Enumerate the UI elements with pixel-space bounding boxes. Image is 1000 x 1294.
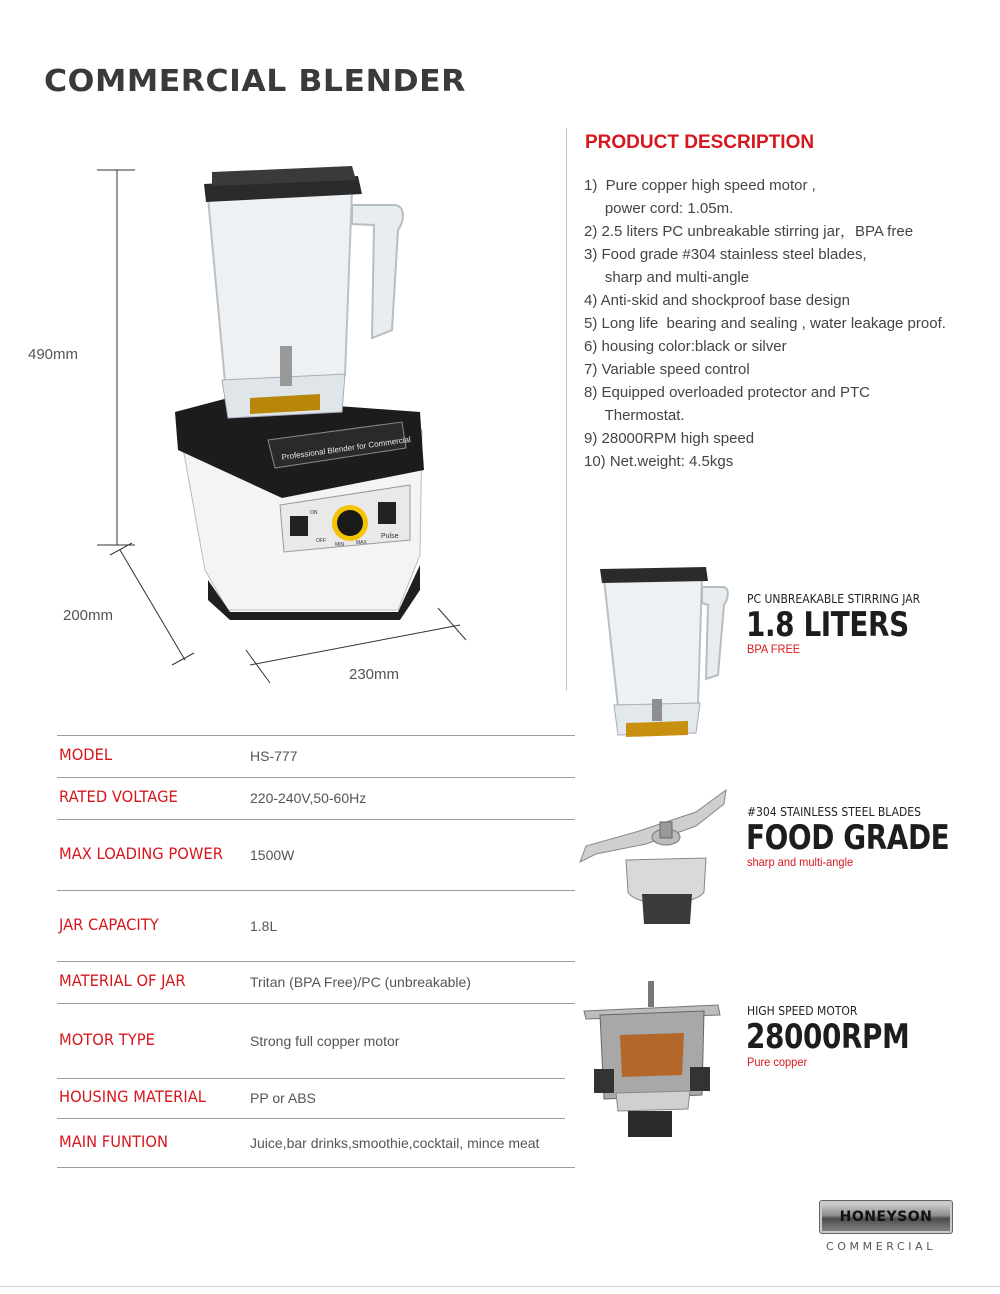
spec-label: RATED VOLTAGE — [59, 787, 178, 806]
blender-jar — [204, 166, 403, 418]
vertical-divider — [566, 128, 567, 690]
table-divider — [57, 1078, 565, 1079]
spec-label: MODEL — [59, 745, 113, 764]
description-line: 8) Equipped overloaded protector and PTC — [584, 384, 871, 401]
blender-base — [175, 398, 424, 620]
description-line: power cord: 1.05m. — [584, 200, 734, 217]
spec-label: MOTOR TYPE — [59, 1030, 155, 1049]
table-divider — [57, 1003, 575, 1004]
spec-value: 1500W — [250, 847, 295, 863]
spec-value: 1.8L — [250, 918, 278, 934]
description-line: 1) Pure copper high speed motor , — [584, 177, 816, 194]
height-dimension-line — [97, 170, 135, 545]
off-label: OFF — [316, 538, 326, 544]
max-label: MAX — [356, 540, 367, 546]
description-line: 7) Variable speed control — [584, 361, 750, 378]
on-label: ON — [310, 510, 318, 516]
spec-label: MAIN FUNTION — [59, 1132, 168, 1151]
brand-name: HONEYSON — [839, 1209, 933, 1225]
spec-value: 220-240V,50-60Hz — [250, 790, 367, 806]
feature-note: sharp and multi-angle — [747, 855, 854, 869]
blade-image — [576, 782, 736, 942]
spec-label: MAX LOADING POWER — [59, 844, 223, 863]
description-line: 3) Food grade #304 stainless steel blades, — [584, 246, 867, 263]
table-divider — [57, 1167, 575, 1168]
description-line: Thermostat. — [584, 407, 685, 424]
spec-value: HS-777 — [250, 748, 298, 764]
description-line: 9) 28000RPM high speed — [584, 430, 755, 447]
description-heading: PRODUCT DESCRIPTION — [585, 132, 815, 153]
table-divider — [57, 819, 575, 820]
depth-dimension-line — [110, 543, 194, 665]
spec-value: Strong full copper motor — [250, 1033, 400, 1049]
feature-note: Pure copper — [747, 1055, 808, 1069]
brand-logo — [819, 1200, 953, 1234]
spec-label: MATERIAL OF JAR — [59, 971, 186, 990]
feature-subtitle: #304 STAINLESS STEEL BLADES — [747, 805, 921, 819]
description-line: sharp and multi-angle — [584, 269, 750, 286]
spec-label: JAR CAPACITY — [59, 915, 159, 934]
feature-headline: 1.8 LITERS — [746, 605, 909, 645]
spec-label: HOUSING MATERIAL — [59, 1087, 206, 1106]
description-list — [584, 174, 996, 473]
table-divider — [57, 1118, 565, 1119]
feature-headline: 28000RPM — [746, 1017, 910, 1057]
table-divider — [57, 777, 575, 778]
bottom-divider — [0, 1286, 1000, 1287]
page-title: COMMERCIAL BLENDER — [44, 64, 466, 99]
description-line: 2) 2.5 liters PC unbreakable stirring jar，BPA free — [584, 223, 914, 240]
width-dimension: 230mm — [349, 666, 400, 683]
feature-headline: FOOD GRADE — [746, 818, 950, 858]
table-divider — [57, 890, 575, 891]
spec-value: Tritan (BPA Free)/PC (unbreakable) — [250, 974, 471, 990]
feature-note: BPA FREE — [747, 642, 801, 656]
description-line: 6) housing color:black or silver — [584, 338, 787, 355]
height-dimension: 490mm — [28, 346, 79, 363]
spec-value: PP or ABS — [250, 1090, 316, 1106]
table-divider — [57, 735, 575, 736]
feature-subtitle: HIGH SPEED MOTOR — [747, 1004, 858, 1018]
depth-dimension: 200mm — [63, 607, 114, 624]
feature-subtitle: PC UNBREAKABLE STIRRING JAR — [747, 592, 921, 606]
blender-label: Professional Blender for Commercial — [281, 434, 412, 462]
pulse-label: Pulse — [381, 533, 399, 540]
min-label: MIN — [335, 542, 345, 548]
description-line: 10) Net.weight: 4.5kgs — [584, 453, 734, 470]
description-line: 4) Anti-skid and shockproof base design — [584, 292, 850, 309]
brand-tagline: COMMERCIAL — [826, 1240, 936, 1253]
spec-value: Juice,bar drinks,smoothie,cocktail, mince meat — [250, 1135, 540, 1151]
table-divider — [57, 961, 575, 962]
description-line: 5) Long life bearing and sealing , water leakage proof. — [584, 315, 946, 332]
motor-image — [580, 975, 730, 1145]
jar-image — [596, 565, 736, 745]
